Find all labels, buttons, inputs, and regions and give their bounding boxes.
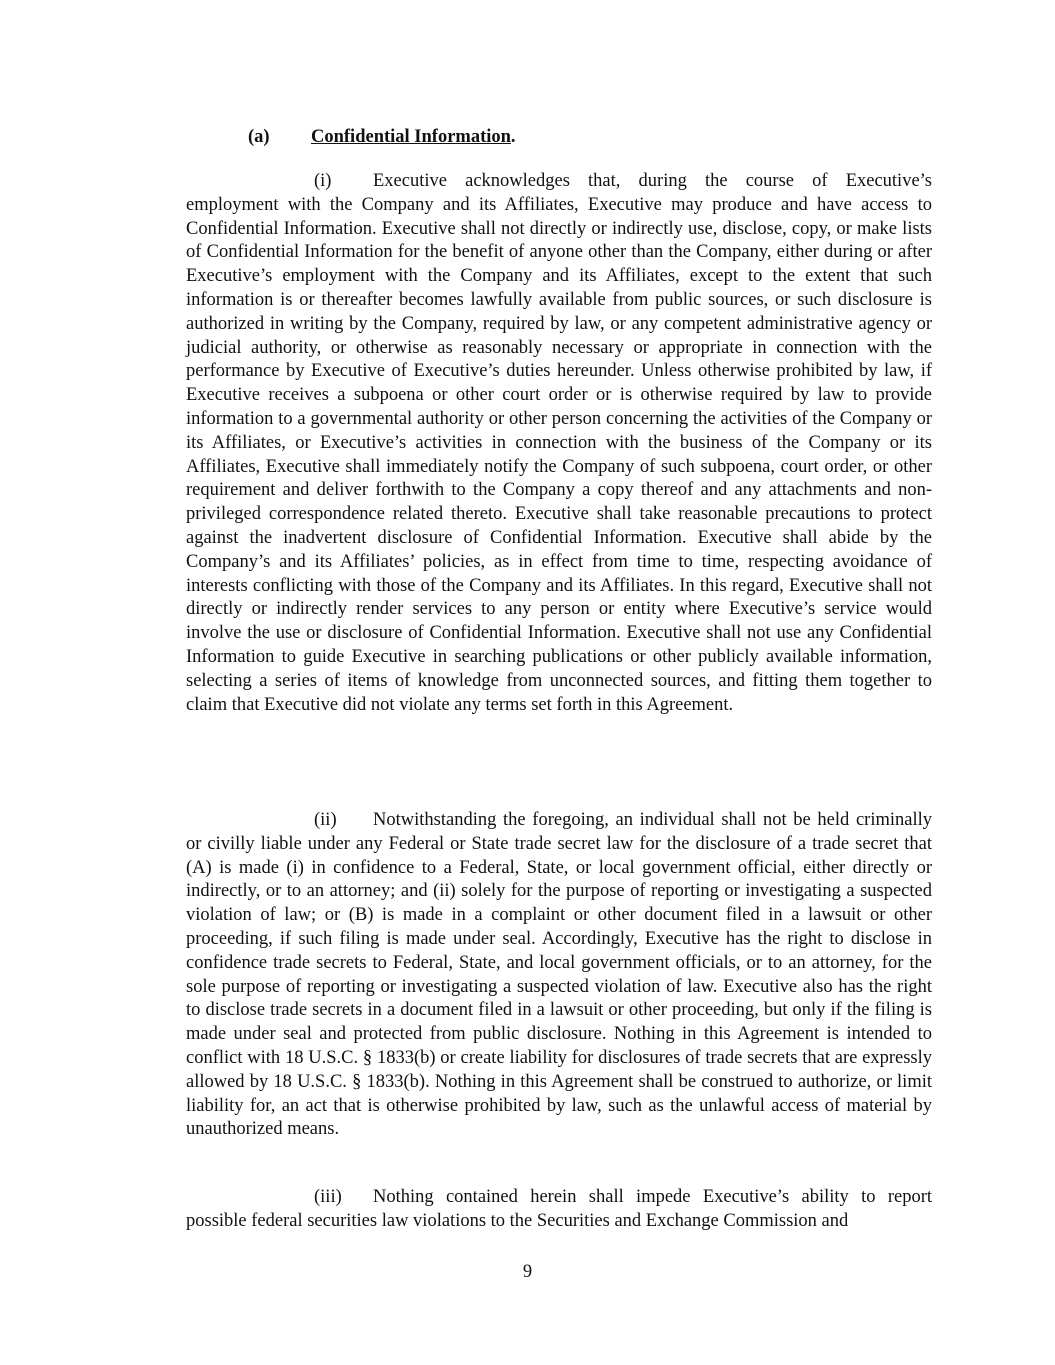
paragraph-number: (iii) (314, 1187, 342, 1207)
section-title: Confidential Information (311, 127, 511, 147)
paragraph-iii (186, 1186, 932, 1234)
paragraph-i (186, 170, 932, 717)
section-title-suffix: . (510, 127, 516, 147)
paragraph-number: (ii) (314, 810, 337, 830)
paragraph-text: Nothing contained herein shall impede Executive’s ability to report possible federal securities law violations to the Securities and Exchange Commission and (186, 1187, 932, 1231)
section-heading (248, 124, 516, 150)
paragraph-ii (186, 809, 932, 1142)
page-number: 9 (522, 1262, 533, 1282)
paragraph-number: (i) (314, 171, 332, 191)
paragraph-text: Executive acknowledges that, during the course of Executive’s employment with the Company and its Affiliates, Executive may produce and have access to Confidential Information. Executive shall not directly or indirectly use, disclose, copy, or make lists of Confidential Information for the benefit of anyone other than the Company, either during or after Executive’s employment with the Company and its Affiliates, except to the extent that such information is or thereafter becomes lawfully available from public sources, or such disclosure is authorized in writing by the Company, required by law, or any competent administrative agency or judicial authority, or otherwise as reasonably necessary or appropriate in connection with the performance by Executive of Executive’s duties hereunder. Unless otherwise prohibited by law, if Executive receives a subpoena or other court order or is otherwise required by law to provide information to a governmental authority or other person concerning the activities of the Company or its Affiliates, or Executive’s activities in connection with the business of the Company or its Affiliates, Executive shall immediately notify the Company of such subpoena, court order, or other requirement and deliver forthwith to the Company a copy thereof and any attachments and non-privileged correspondence related thereto. Executive shall take reasonable precautions to protect against the inadvertent disclosure of Confidential Information. Executive shall abide by the Company’s and its Affiliates’ policies, as in effect from time to time, respecting avoidance of interests conflicting with those of the Company and its Affiliates. In this regard, Executive shall not directly or indirectly render services to any person or entity where Executive’s service would involve the use or disclosure of Confidential Information. Executive shall not use any Confidential Information to guide Executive in searching publications or other publicly available information, selecting a series of items of knowledge from unconnected sources, and fitting them together to claim that Executive did not violate any terms set forth in this Agreement. (186, 171, 932, 715)
section-label: (a) (248, 127, 270, 147)
paragraph-text: Notwithstanding the foregoing, an individual shall not be held criminally or civilly liable under any Federal or State trade secret law for the disclosure of a trade secret that (A) is made (i) in confidence to a Federal, State, or local government official, either directly or indirectly, or to an attorney; and (ii) solely for the purpose of reporting or investigating a suspected violation of law; or (B) is made in a complaint or other document filed in a lawsuit or other proceeding, if such filing is made under seal. Accordingly, Executive has the right to disclose in confidence trade secrets to Federal, State, and local government officials, or to an attorney, for the sole purpose of reporting or investigating a suspected violation of law. Executive also has the right to disclose trade secrets in a document filed in a lawsuit or other proceeding, but only if the filing is made under seal and protected from public disclosure. Nothing in this Agreement is intended to conflict with 18 U.S.C. § 1833(b) or create liability for disclosures of trade secrets that are expressly allowed by 18 U.S.C. § 1833(b). Nothing in this Agreement shall be construed to authorize, or limit liability for, an act that is otherwise prohibited by law, such as the unlawful access of material by unauthorized means. (186, 810, 932, 1140)
